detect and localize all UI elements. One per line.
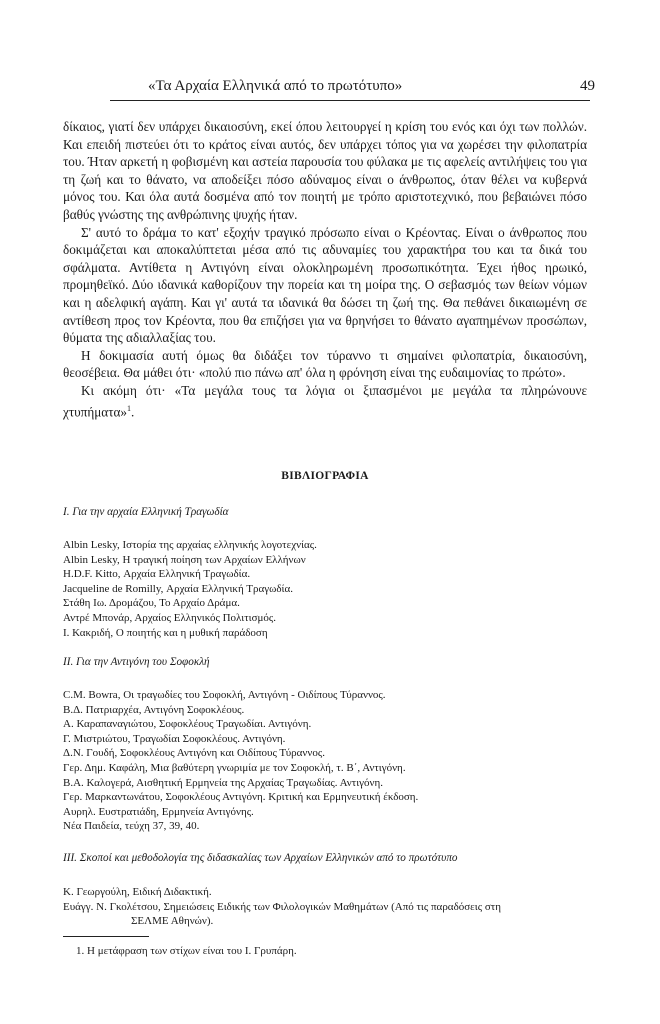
paragraph-4-text: Κι ακόμη ότι· «Τα μεγάλα τους τα λόγια οι ξιπασμένοι με μεγάλα τα πληρώνουνε χτυπήματα»: [63, 382, 587, 419]
running-title: «Τα Αρχαία Ελληνικά από το πρωτότυπο»: [148, 78, 403, 94]
bib-entry: Αντρέ Μπονάρ, Αρχαίος Ελληνικός Πολιτισμός.: [63, 611, 277, 624]
footnote: 1. Η μετάφραση των στίχων είναι του Ι. Γρυπάρη.: [76, 945, 297, 957]
bib-entry: Γ. Μιστριώτου, Τραγωδίαι Σοφοκλέους. Αντιγόνη.: [63, 732, 286, 745]
paragraph-3: Η δοκιμασία αυτή όμως θα διδάξει τον τύραννο τι σημαίνει φιλοπατρία, δικαιοσύνη, θεοσέβεια. Θα μάθει ότι· «πολύ πιο πάνω απ' όλα η φρόνηση είναι της ευδαιμονίας το πρώτο».: [63, 347, 587, 381]
bib-entry: Β.Α. Καλογερά, Αισθητική Ερμηνεία της Αρχαίας Τραγωδίας. Αντιγόνη.: [63, 776, 383, 789]
footnote-rule: [63, 936, 149, 937]
section-heading-2: ΙΙ. Για την Αντιγόνη του Σοφοκλή: [63, 656, 210, 668]
bib-entry: C.M. Bowra, Οι τραγωδίες του Σοφοκλή, Αντιγόνη - Οιδίπους Τύραννος.: [63, 689, 386, 701]
bib-entry: Νέα Παιδεία, τεύχη 37, 39, 40.: [63, 820, 200, 833]
bib-entry: Ευάγγ. Ν. Γκολέτσου, Σημειώσεις Ειδικής των Φιλολογικών Μαθημάτων (Από τις παραδόσεις στη: [63, 900, 501, 913]
paragraph-2: Σ' αυτό το δράμα το κατ' εξοχήν τραγικό πρόσωπο είναι ο Κρέοντας. Είναι ο άνθρωπος που δοκιμάζεται και αποκαλύπτεται μέσα από τις αδυναμίες του χαρακτήρα του και τα δικά του σφάλματα. Αντίθετα η Αντιγόνη είναι ολοκληρωμένη προσωπικότητα. Έχει ήθος ηρωικό, προμηθεϊκό. Δύο ιδανικά καθορίζουν την πορεία και τη μοίρα της. Ο σεβασμός των θείων νόμων και η αδελφική αγάπη. Και γι' αυτά τα ιδανικά θα δώσει τη ζωή της. Θα πεθάνει δικαιωμένη σε αντίθεση προς τον Κρέοντα, που θα επιζήσει για να θρηνήσει το θάνατο αγαπημένων προσώπων, θύματα της αδιαλλαξίας του.: [63, 224, 587, 346]
bib-entry: Αυρηλ. Ευστρατιάδη, Ερμηνεία Αντιγόνης.: [63, 805, 254, 818]
page-number: 49: [580, 78, 595, 94]
bib-entry: Στάθη Ιω. Δρομάζου, Το Αρχαίο Δράμα.: [63, 597, 240, 610]
bib-entry: Δ.Ν. Γουδή, Σοφοκλέους Αντιγόνη και Οιδίπους Τύραννος.: [63, 747, 325, 760]
running-header: [110, 78, 595, 98]
bib-entry: Κ. Γεωργούλη, Ειδική Διδακτική.: [63, 886, 212, 898]
bib-entry: H.D.F. Kitto, Αρχαία Ελληνική Τραγωδία.: [63, 568, 251, 581]
paragraph-1: δίκαιος, γιατί δεν υπάρχει δικαιοσύνη, εκεί όπου λειτουργεί η κρίση του ενός και όχι των πολλών. Και επειδή πιστεύει ότι το κράτος είναι αυτός, δεν υπάρχει τόπος για να χωρέσει την φιλοπατρία του. Ήταν αρκετή η φοβισμένη και αστεία παρουσία του φύλακα με τις αφελείς αντιλήψεις του για τη ζωή και το θάνατο, να αποδείξει πόσο αδύναμος είναι ο άνθρωπος, όταν θέλει να κυβερνά μόνος του. Και όλα αυτά δοσμένα από τον ποιητή με τρόπο αριστοτεχνικό, που βεβαιώνει πόσο βαθύς γνώστης της ανθρώπινης ψυχής ήταν.: [63, 119, 587, 222]
bib-entry: Ι. Κακριδή, Ο ποιητής και η μυθική παράδοση: [63, 626, 268, 639]
section-1-entries: [63, 538, 603, 640]
body-text: [63, 118, 587, 420]
bib-entry: Albin Lesky, Ιστορία της αρχαίας ελληνικής λογοτεχνίας.: [63, 539, 317, 551]
footnote-marker: 1: [127, 403, 132, 413]
section-2-entries: [63, 688, 603, 834]
bib-entry-continuation: ΣΕΛΜΕ Αθηνών).: [131, 915, 214, 928]
bib-entry: Γερ. Δημ. Καφάλη, Μια βαθύτερη γνωριμία με τον Σοφοκλή, τ. Β΄, Αντιγόνη.: [63, 761, 406, 774]
paragraph-4-end: .: [131, 403, 135, 419]
bib-entry: Β.Δ. Πατριαρχέα, Αντιγόνη Σοφοκλέους.: [63, 703, 245, 716]
section-heading-1: Ι. Για την αρχαία Ελληνική Τραγωδία: [63, 506, 229, 518]
bibliography-title: ΒΙΒΛΙΟΓΡΑΦΙΑ: [281, 470, 369, 482]
bib-entry: Albin Lesky, Η τραγική ποίηση των Αρχαίων Ελλήνων: [63, 553, 306, 566]
paragraph-4: [63, 382, 587, 421]
header-rule: [110, 100, 590, 101]
section-3-entries: [63, 885, 603, 929]
bib-entry: Α. Καραπαναγιώτου, Σοφοκλέους Τραγωδίαι. Αντιγόνη.: [63, 718, 312, 731]
bib-entry: Jacqueline de Romilly, Αρχαία Ελληνική Τραγωδία.: [63, 582, 294, 595]
bib-entry: Γερ. Μαρκαντωνάτου, Σοφοκλέους Αντιγόνη. Κριτική και Ερμηνευτική έκδοση.: [63, 791, 419, 804]
section-heading-3: ΙΙΙ. Σκοποί και μεθοδολογία της διδασκαλίας των Αρχαίων Ελληνικών από το πρωτότυπο: [63, 852, 458, 864]
